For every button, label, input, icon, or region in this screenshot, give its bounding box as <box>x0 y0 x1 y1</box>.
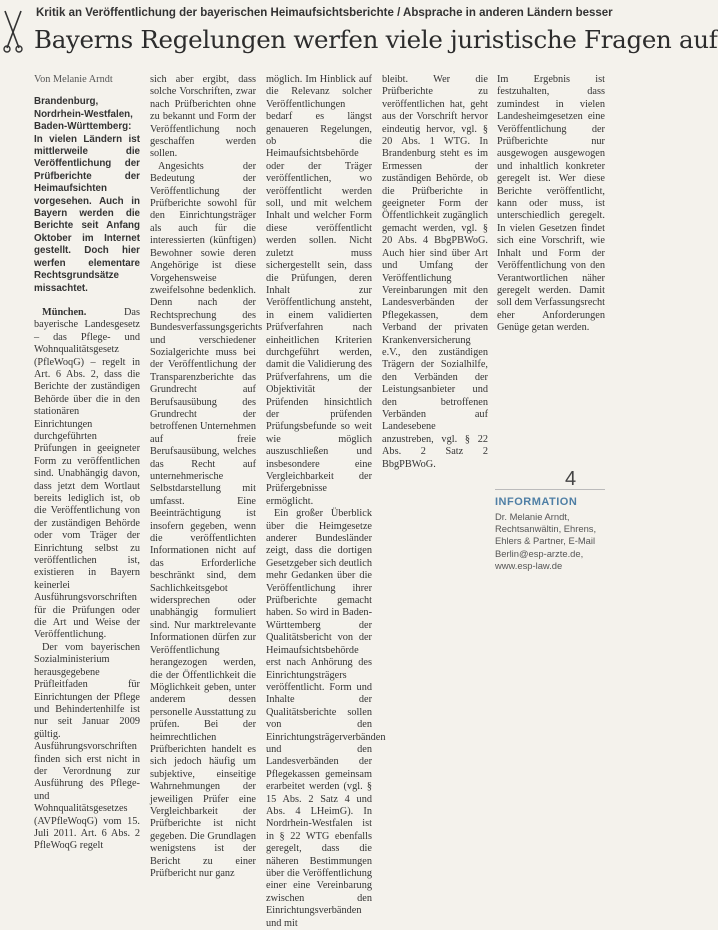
body-paragraph: Im Ergebnis ist festzuhalten, dass zumindest in vielen Landesheimgesetzen eine Veröffentlichung der Prüfberichte nur ausgewogen ausgewogen und inhaltlich konkreter geregelt ist. Wer diese Berichte veröffentlicht, kann oder muss, ist unterschiedlich geregelt. In vielen Gesetzen findet sich eine Vorschrift, wie Inhalt und Form der Veröffentlichung von den Verantwortlichen näher geregelt werden. Damit soll dem Verfassungsrecht eher Anforderungen Genüge getan werden. <box>497 74 605 334</box>
article-column-5 <box>497 74 605 484</box>
body-paragraph: Ein großer Überblick über die Heimgesetze anderer Bundesländer zeigt, dass die dortigen Gesetzgeber sich deutlich mehr Gedanken über die Veröffentlichung ihrer Prüfberichte gemacht haben. So wird in Baden-Württemberg der Qualitätsbericht von der Heimaufsichtsbehörde erst nach Anhörung des Einrichtungsträgers veröffentlicht. Form und Inhalte der Qualitätsberichte sollen von den Einrichtungsträgerverbänden und den Landesverbänden der Pflegekassen gemeinsam erarbeitet werden (vgl. § 15 Abs. 2 Satz 4 und Abs. 4 LHeimG). In Nordrhein-Westfalen ist in § 22 WTG ebenfalls geregelt, dass die näheren Bestimmungen über die Veröffentlichung einer eine Vereinbarung zwischen den Einrichtungsverbänden und mit <box>266 508 386 929</box>
body-paragraph: sich aber ergibt, dass solche Vorschriften, zwar nach Prüfberichten ohne zu bekannt und Form der Veröffentlichung noch geschaffen werden sollen. <box>150 74 256 160</box>
scissors-icon <box>2 8 24 54</box>
lead-paragraph: Brandenburg, Nordrhein-Westfalen, Baden-Württemberg: In vielen Ländern ist mittlerweile die Veröffentlichung der Prüfberichte der Heimaufsichten vorgesehen. Auch in Bayern werden die Berichte seit Anfang Oktober im Internet gestellt. Doch hier werfen elementare Rechtsgrundsätze missachtet. <box>34 96 140 294</box>
margin-mark: 4 <box>565 468 577 490</box>
body-paragraph: Der vom bayerischen Sozialministerium herausgegebene Prüfleitfaden für Einrichtungen der Pflege und Behindertenhilfe ist nur seit Januar 2009 gültig. Ausführungsvorschriften finden sich erst nicht in der Verordnung zur Ausführung des Pflege- und Wohnqualitätsgesetzes (AVPfleWoqG) vom 15. Juli 2011. Art. 6 Abs. 2 PfleWoqG regelt <box>34 641 140 852</box>
info-box <box>495 489 605 572</box>
body-paragraph: bleibt. Wer die Prüfberichte zu veröffentlichen hat, geht aus der Vorschrift hervor eindeutig hervor, vgl. § 20 Abs. 1 WTG. In Brandenburg steht es im Ermessen der zuständigen Behörde, ob die Prüfberichte in geeigneter Form der Öffentlichkeit zugänglich gemacht werden, vgl. § 20 Abs. 4 BbgPBWoG. Auch hier sind über Art und Umfang der Veröffentlichung Vereinbarungen mit den Landesverbänden der Pflegekassen, dem Verband der privaten Krankenversicherung e.V., den zuständigen Trägern der Sozialhilfe, den Verbänden der Leistungsanbieter und den betroffenen Verbänden auf Landesebene anzustreben, vgl. § 22 Abs. 2 Satz 2 BbgPBWoG. <box>382 74 488 470</box>
article-column-4 <box>382 74 488 580</box>
body-paragraph: München. Das bayerische Landesgesetz – das Pflege- und Wohnqualitätsgesetz (PfleWoqG) – regelt in Art. 6 Abs. 2, dass die Berichte der zuständigen Behörde über die in den stationären Einrichtungen durchgeführten Prüfungen in geeigneter Form zu veröffentlichen sind. Unabhängig davon, dass jetzt dem Wortlaut bereits lediglich ist, ob die Veröffentlichung von der zuständigen Behörde oder vom Träger der Einrichtung selbst zu veröffentlichen ist, existieren in Bayern keinerlei Ausführungsvorschriften für die Prüfungen oder die Art und Weise der Veröffentlichung. <box>34 306 140 641</box>
body-paragraph: Angesichts der Bedeutung der Veröffentlichung der Prüfberichte sowohl für den Einrichtungsträger als auch für die interessierten (künftigen) Bewohner sowie deren Angehörige ist diese Vorgehensweise zweifelsohne bedenklich. Denn nach der Rechtsprechung des Bundesverfassungsgerichts und verschiedener Sozialgerichte muss bei der Veröffentlichung der Transparenzberichte das Grundrecht auf Berufsausübung des Grundrecht der betroffenen Unternehmen auf freie Berufsausübung, welches das Recht auf unternehmerische Selbstdarstellung mit umfasst. Eine Beeinträchtigung ist insofern gegeben, wenn die veröffentlichten Informationen nicht auf das Erforderliche beschränkt sind, dem Sachlichkeitsgebot widersprechen oder unabhängig formuliert sind. Nur marktrelevante Informationen dürfen zur Veröffentlichung herangezogen werden, die der Öffentlichkeit die Möglichkeit geben, unter anderem dessen personelle Ausstattung zu prüfen. Bei der heimrechtlichen Prüfberichten handelt es sich jedoch häufig um subjektive, einseitige Wahrnehmungen der jeweiligen Prüfer eine Vergleichbarkeit der Prüfberichte ist nicht gegeben. Die Grundlagen wenigstens ist der Bericht zu einer Prüfbericht nur ganz <box>150 160 263 879</box>
article-column-2 <box>150 74 263 879</box>
info-heading: INFORMATION <box>495 496 578 508</box>
body-paragraph: möglich. Im Hinblick auf die Relevanz solcher Veröffentlichungen bedarf es längst genaueren Regelungen, ob die Heimaufsichtsbehörde oder der Träger veröffentlichen, wo veröffentlicht werden soll, und mit welchem Inhalt und welcher Form diese veröffentlicht werden sollen. Nicht zuletzt muss sichergestellt sein, dass die Prüfungen, deren Inhalt zur Veröffentlichung ansteht, in einem validierten Prüfverfahren nach einheitlichen Kriterien durchgeführt werden, damit die Validierung des Prüfverfahrens, um die Objektivität der Prüfenden hinsichtlich der prüfenden Prüfungsbefunde so weit wie möglich auszuschließen und insbesondere eine Vergleichbarkeit der Prüfergebnisse ermöglicht. <box>266 74 372 507</box>
article-column-3 <box>266 74 386 929</box>
article-kicker: Kritik an Veröffentlichung der bayerischen Heimaufsichtsberichte / Absprache in anderen Ländern besser <box>36 7 613 19</box>
article-headline: Bayerns Regelungen werfen viele juristische Fragen auf <box>34 25 718 54</box>
byline: Von Melanie Arndt <box>34 74 113 85</box>
info-text: Dr. Melanie Arndt, Rechtsanwältin, Ehrens, Ehlers & Partner, E-Mail Berlin@esp-arzte.de, www.esp-law.de <box>495 511 597 571</box>
article-column-1 <box>34 74 140 852</box>
dateline: München. <box>42 306 87 318</box>
